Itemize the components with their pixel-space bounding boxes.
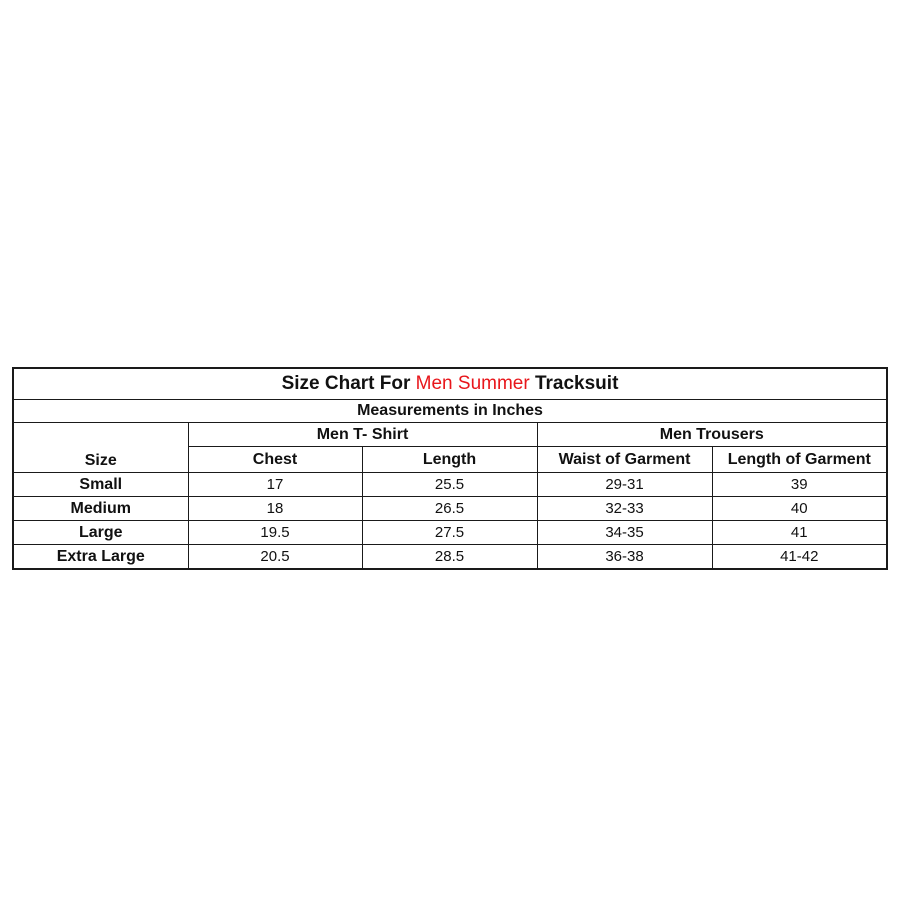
column-header-length: Length bbox=[362, 447, 537, 473]
table-cell: 39 bbox=[712, 473, 887, 497]
table-cell: 20.5 bbox=[188, 545, 362, 570]
table-cell: 25.5 bbox=[362, 473, 537, 497]
size-cell: Small bbox=[13, 473, 188, 497]
column-header-garment-length: Length of Garment bbox=[712, 447, 887, 473]
title-accent: Men Summer bbox=[415, 373, 530, 394]
table-cell: 32-33 bbox=[537, 497, 712, 521]
table-cell: 18 bbox=[188, 497, 362, 521]
size-cell: Medium bbox=[13, 497, 188, 521]
table-row bbox=[13, 473, 887, 497]
size-cell: Large bbox=[13, 521, 188, 545]
table-cell: 19.5 bbox=[188, 521, 362, 545]
table-subtitle: Measurements in Inches bbox=[13, 400, 887, 423]
size-cell: Extra Large bbox=[13, 545, 188, 570]
table-cell: 41 bbox=[712, 521, 887, 545]
title-prefix: Size Chart For bbox=[281, 373, 416, 394]
table-cell: 28.5 bbox=[362, 545, 537, 570]
table-cell: 34-35 bbox=[537, 521, 712, 545]
group-header-trousers: Men Trousers bbox=[537, 423, 887, 447]
table-row bbox=[13, 497, 887, 521]
table-cell: 26.5 bbox=[362, 497, 537, 521]
column-header-waist: Waist of Garment bbox=[537, 447, 712, 473]
group-header-row bbox=[13, 423, 887, 447]
table-cell: 17 bbox=[188, 473, 362, 497]
table-row bbox=[13, 521, 887, 545]
size-column-header: Size bbox=[13, 423, 188, 473]
title-suffix: Tracksuit bbox=[529, 373, 619, 394]
column-header-chest: Chest bbox=[188, 447, 362, 473]
table-cell: 41-42 bbox=[712, 545, 887, 570]
size-chart-table bbox=[12, 367, 888, 570]
table-cell: 36-38 bbox=[537, 545, 712, 570]
table-title bbox=[13, 368, 887, 400]
table-row bbox=[13, 545, 887, 570]
group-header-tshirt: Men T- Shirt bbox=[188, 423, 537, 447]
subtitle-row bbox=[13, 400, 887, 423]
table-cell: 40 bbox=[712, 497, 887, 521]
table-cell: 27.5 bbox=[362, 521, 537, 545]
table-cell: 29-31 bbox=[537, 473, 712, 497]
title-row bbox=[13, 368, 887, 400]
